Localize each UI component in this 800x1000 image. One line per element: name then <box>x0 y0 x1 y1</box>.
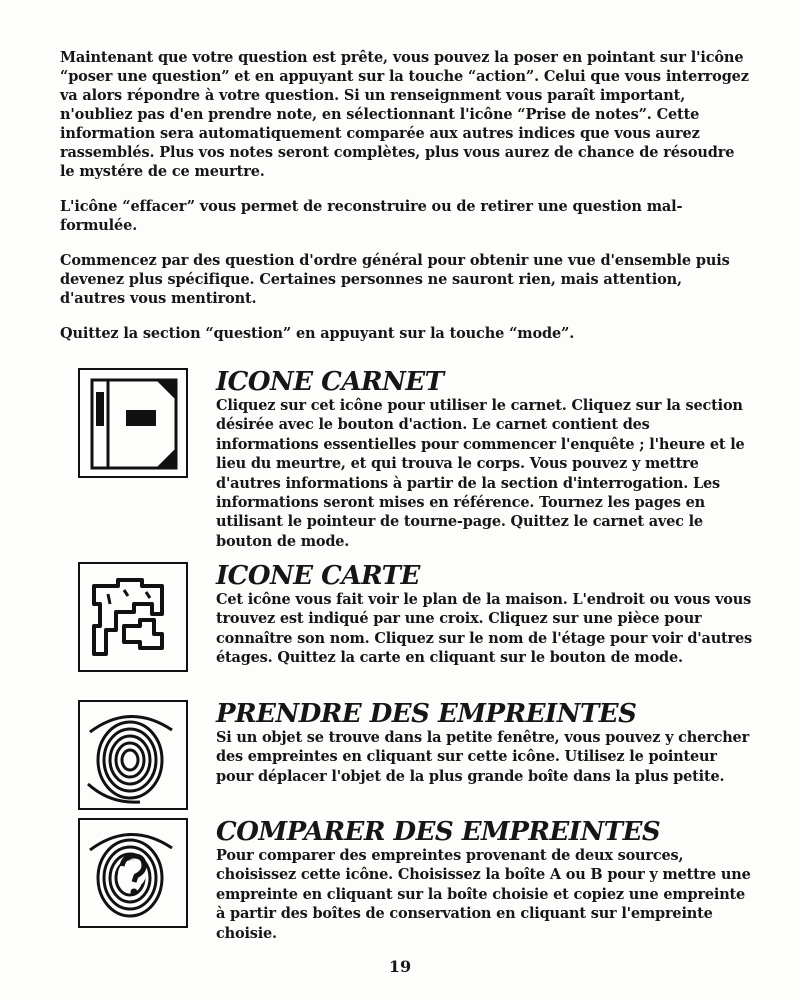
intro-text <box>60 48 750 359</box>
notebook-icon <box>78 368 188 478</box>
fingerprint-icon <box>78 700 188 810</box>
section-body: Pour comparer des empreintes provenant de deux sources, choisissez cette icône. Choisissez la boîte A ou B pour y mettre une empreinte en cliquant sur la boîte choisie et copiez une empreinte à partir des boîtes de conservation en cliquant sur l'empreinte choisie. <box>216 847 751 942</box>
page-number: 19 <box>388 957 412 976</box>
section-title: PRENDRE DES EMPREINTES <box>216 699 637 729</box>
section-body: Cliquez sur cet icône pour utiliser le carnet. Cliquez sur la section désirée avec le bouton d'action. Le carnet contient des informations essentielles pour commencer l'enquête ; l'heure et le lieu du meurtre, et qui trouva le corps. Vous pouvez y mettre d'autres informations à partir de la section d'interrogation. Les informations seront mises en référence. Tournez les pages en utilisant le pointeur de tourne-page. Quittez le carnet avec le bouton de mode. <box>216 397 745 550</box>
intro-paragraph: L'icône “effacer” vous permet de reconstruire ou de retirer une question mal-formulée. <box>60 198 683 234</box>
compare-fingerprint-icon <box>78 818 188 928</box>
section-body: Cet icône vous fait voir le plan de la maison. L'endroit ou vous vous trouvez est indiqué par une croix. Cliquez sur une pièce pour connaître son nom. Cliquez sur le nom de l'étage pour voir d'autres étages. Quittez la carte en cliquant sur le bouton de mode. <box>216 591 752 667</box>
intro-paragraph: Maintenant que votre question est prête, vous pouvez la poser en pointant sur l'icône “poser une question” et en appuyant sur la touche “action”. Celui que vous interrogez va alors répondre à votre question. Si un renseignment vous paraît important, n'oubliez pas d'en prendre note, en sélectionnant l'icône “Prise de notes”. Cette information sera automatiquement comparée aux autres indices que vous aurez rassemblés. Plus vos notes seront complètes, plus vous aurez de chance de résoudre le mystére de ce meurtre. <box>60 49 749 180</box>
intro-paragraph: Commencez par des question d'ordre général pour obtenir une vue d'ensemble puis devenez plus spécifique. Certaines personnes ne sauront rien, mais attention, d'autres vous mentiront. <box>60 252 730 307</box>
section-title: ICONE CARNET <box>216 367 444 397</box>
intro-paragraph: Quittez la section “question” en appuyant sur la touche “mode”. <box>60 325 575 342</box>
section-body: Si un objet se trouve dans la petite fenêtre, vous pouvez y chercher des empreintes en cliquant sur cette icône. Utilisez le pointeur pour déplacer l'objet de la plus grande boîte dans la plus petite. <box>216 729 750 785</box>
section-title: ICONE CARTE <box>216 561 420 591</box>
section-title: COMPARER DES EMPREINTES <box>216 817 661 847</box>
map-icon <box>78 562 188 672</box>
